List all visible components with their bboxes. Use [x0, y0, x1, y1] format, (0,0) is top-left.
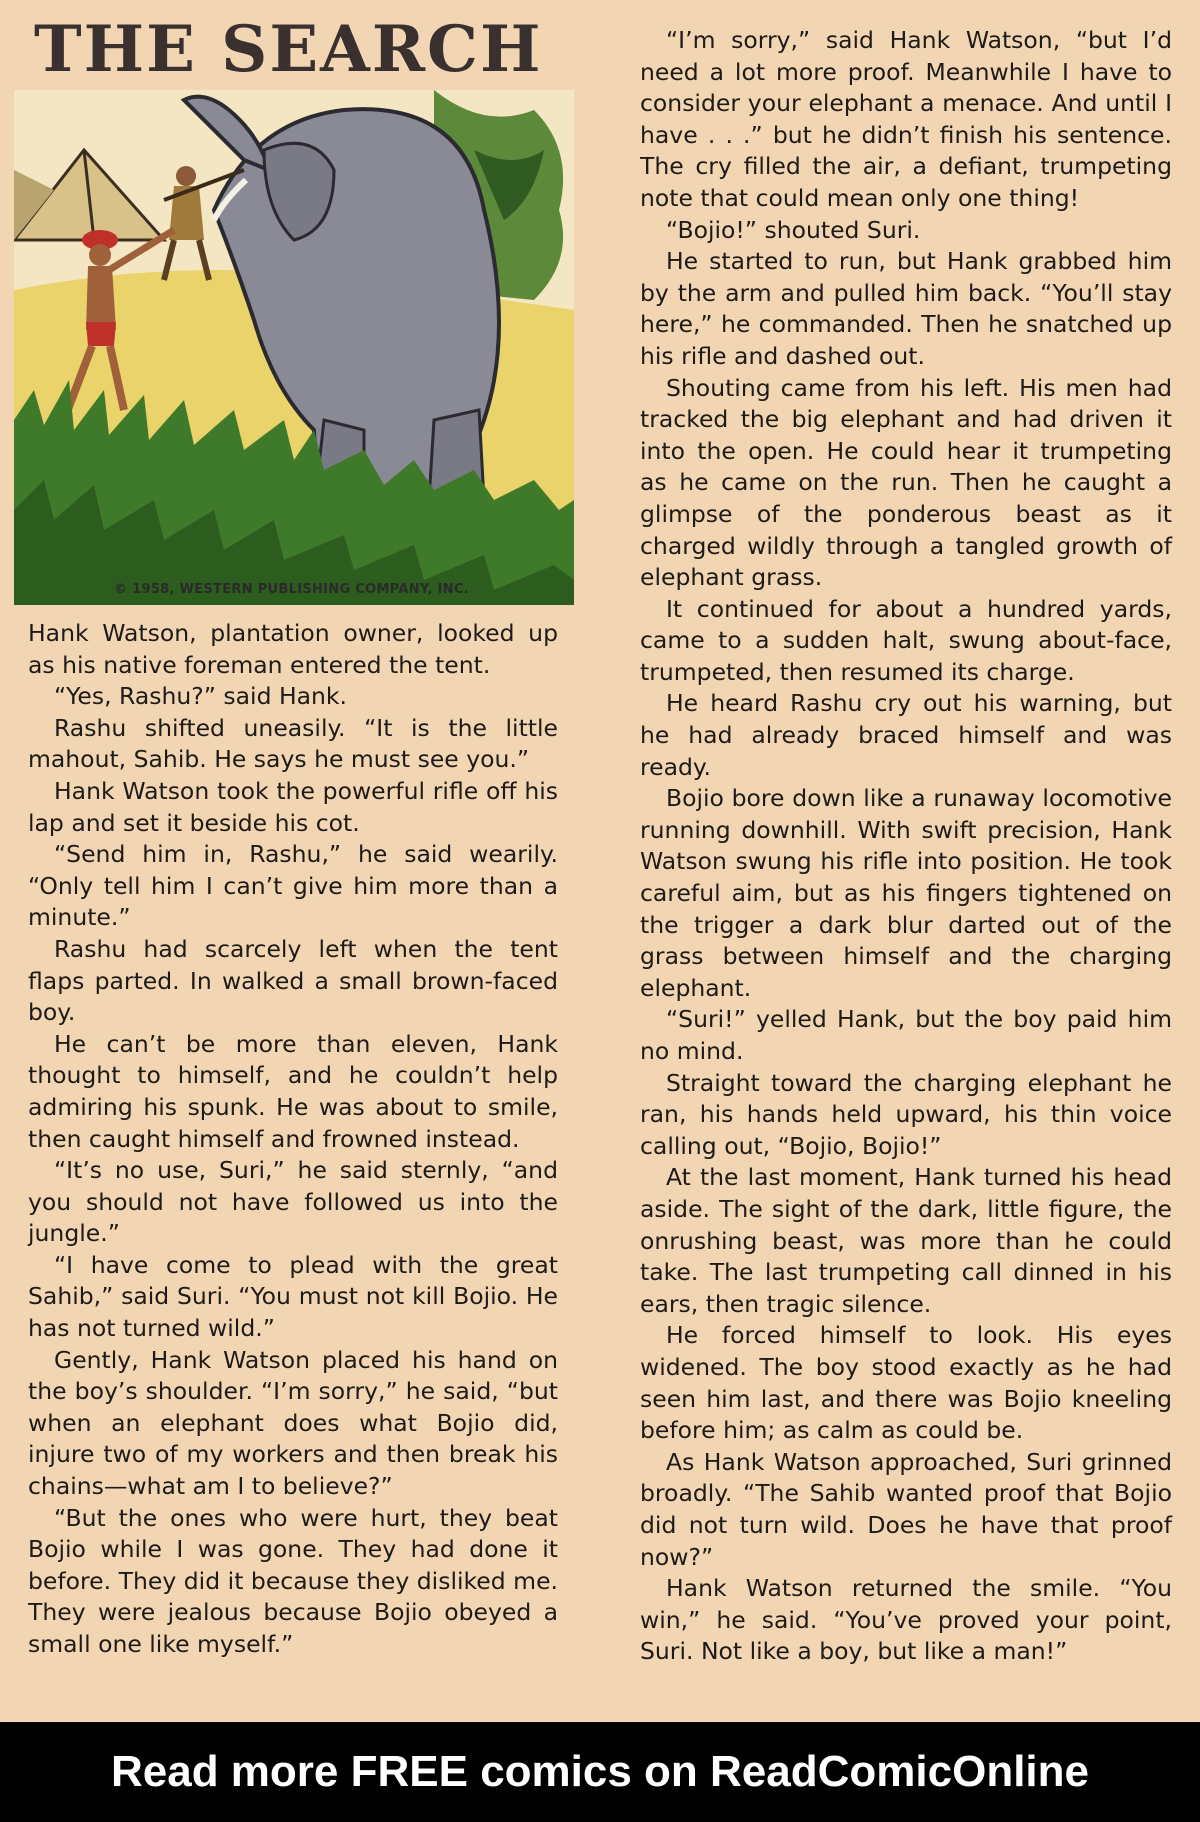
- paragraph: It continued for about a hundred yards, came to a sudden halt, swung about-face, trumpeted, then resumed its charge.: [640, 594, 1172, 686]
- paragraph: Rashu had scarcely left when the tent flaps parted. In walked a small brown-faced boy.: [28, 934, 558, 1027]
- paragraph: Hank Watson returned the smile. “You win,” he said. “You’ve proved your point, Suri. Not like a boy, but like a man!”: [640, 1574, 1172, 1666]
- copyright-credit: © 1958, WESTERN PUBLISHING COMPANY, INC.: [114, 582, 469, 597]
- paragraph: At the last moment, Hank turned his head aside. The sight of the dark, little figure, the onrushing beast, was more than he could take. The last trumpeting call dinned in his ears, then tragic silence.: [640, 1163, 1172, 1318]
- promo-banner[interactable]: Read more FREE comics on ReadComicOnline: [0, 1722, 1200, 1822]
- paragraph: Rashu shifted uneasily. “It is the little mahout, Sahib. He says he must see you.”: [28, 713, 558, 774]
- boy-loincloth: [86, 322, 116, 346]
- paragraph: Gently, Hank Watson placed his hand on the boy’s shoulder. “I’m sorry,” he said, “but when an elephant does what Bojio did, injure two of my workers and then break his chains—what am I to believe?”: [28, 1345, 558, 1501]
- paragraph: He started to run, but Hank grabbed him by the arm and pulled him back. “You’ll stay here,” he commanded. Then he snatched up his rifle and dashed out.: [640, 247, 1172, 370]
- paragraph: “Send him in, Rashu,” he said wearily. “Only tell him I can’t give him more than a minute.”: [28, 840, 558, 932]
- paragraph: “Yes, Rashu?” said Hank.: [54, 682, 348, 711]
- left-text-column: [28, 618, 558, 1661]
- paragraph: “Suri!” yelled Hank, but the boy paid him no mind.: [640, 1005, 1172, 1065]
- right-text-column: [640, 25, 1172, 1668]
- hunter-head: [176, 166, 196, 186]
- paragraph: Hank Watson, plantation owner, looked up as his native foreman entered the tent.: [28, 619, 558, 679]
- paragraph: He forced himself to look. His eyes widened. The boy stood exactly as he had seen him last, and there was Bojio kneeling before him; as calm as could be.: [640, 1321, 1172, 1445]
- paragraph: “I’m sorry,” said Hank Watson, “but I’d need a lot more proof. Meanwhile I have to consider your elephant a menace. And until I have . . .” but he didn’t finish his sentence. The cry filled the air, a defiant, trumpeting note that could mean only one thing!: [640, 26, 1172, 212]
- story-title: THE SEARCH: [34, 12, 543, 87]
- paragraph: As Hank Watson approached, Suri grinned broadly. “The Sahib wanted proof that Bojio did not turn wild. Does he have that proof now?”: [640, 1447, 1172, 1571]
- paragraph: “Bojio!” shouted Suri.: [666, 215, 921, 244]
- paragraph: He heard Rashu cry out his warning, but he had already braced himself and was ready.: [640, 689, 1172, 781]
- paragraph: “It’s no use, Suri,” he said sternly, “and you should not have followed us into the jungle.”: [28, 1156, 558, 1248]
- paragraph: Bojio bore down like a runaway locomotive running downhill. With swift precision, Hank Watson swung his rifle into position. He took careful aim, but as his fingers tightened on the trigger a dark blur darted out of the grass between himself and the charging elephant.: [640, 784, 1172, 1002]
- paragraph: Hank Watson took the powerful rifle off his lap and set it beside his cot.: [28, 776, 558, 837]
- paragraph: Shouting came from his left. His men had tracked the big elephant and had driven it into the open. He could hear it trumpeting as he came on the run. Then he caught a glimpse of the ponderous beast as it charged wildly through a tangled growth of elephant grass.: [640, 373, 1172, 592]
- paragraph: “I have come to plead with the great Sahib,” said Suri. “You must not kill Bojio. He has not turned wild.”: [28, 1250, 558, 1343]
- paragraph: Straight toward the charging elephant he ran, his hands held upward, his thin voice calling out, “Bojio, Bojio!”: [640, 1068, 1172, 1160]
- paragraph: He can’t be more than eleven, Hank thought to himself, and he couldn’t help admiring his spunk. He was about to smile, then caught himself and frowned instead.: [28, 1029, 558, 1153]
- elephant-illustration: [14, 90, 574, 605]
- paragraph: “But the ones who were hurt, they beat Bojio while I was gone. They had done it before. They did it because they disliked me. They were jealous because Bojio obeyed a small one like myself.”: [28, 1503, 558, 1658]
- boy-body: [86, 266, 116, 330]
- boy-head: [89, 244, 111, 266]
